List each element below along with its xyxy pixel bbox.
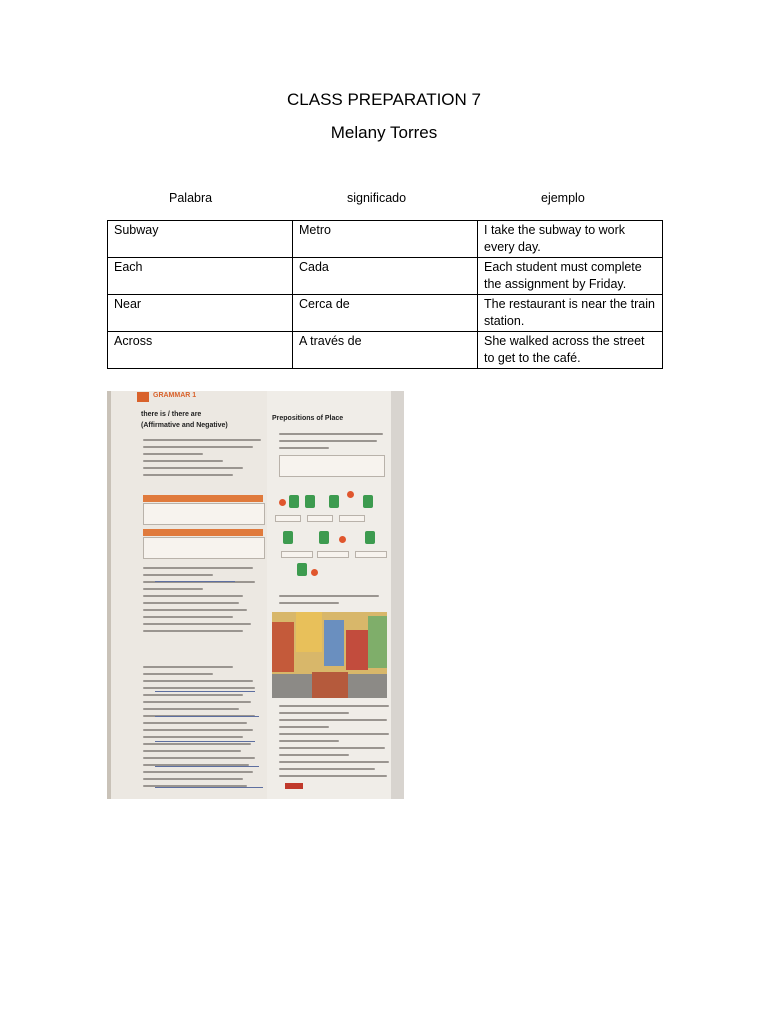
table-row <box>108 221 663 258</box>
grammar-badge <box>137 392 149 402</box>
document-author: Melany Torres <box>330 123 438 142</box>
handwriting-line <box>155 741 255 742</box>
left-page-subheading: (Affirmative and Negative) <box>141 422 228 429</box>
right-page-heading: Prepositions of Place <box>272 415 344 422</box>
can-picture <box>289 495 299 508</box>
cell-example: Each student must complete the assignment by Friday. <box>478 258 663 295</box>
negative-table <box>143 537 265 559</box>
answer-box <box>275 515 301 522</box>
cell-meaning: Cada <box>293 258 478 295</box>
right-exercise-lines-2 <box>279 595 383 609</box>
table-row <box>108 295 663 332</box>
answer-box <box>281 551 313 558</box>
answer-box <box>339 515 365 522</box>
answer-box <box>355 551 387 558</box>
left-exercise-lines-2 <box>143 567 261 637</box>
can-picture <box>365 531 375 544</box>
right-exercise-lines-3 <box>279 705 389 782</box>
header-significado: significado <box>347 191 407 205</box>
can-picture <box>305 495 315 508</box>
left-exercise-lines-1 <box>143 439 261 481</box>
answer-box <box>317 551 349 558</box>
cell-word: Each <box>108 258 293 295</box>
handwriting-line <box>155 691 255 692</box>
ball-picture <box>339 536 346 543</box>
textbook-photo <box>107 391 404 799</box>
left-page-heading: there is / there are <box>141 411 202 418</box>
can-picture <box>283 531 293 544</box>
handwriting-line <box>155 787 263 788</box>
table-row <box>108 332 663 369</box>
ball-picture <box>311 569 318 576</box>
answer-box <box>307 515 333 522</box>
can-picture <box>329 495 339 508</box>
ball-picture <box>279 499 286 506</box>
cell-example: She walked across the street to get to the café. <box>478 332 663 369</box>
handwriting-line <box>155 716 259 717</box>
header-ejemplo: ejemplo <box>541 191 585 205</box>
can-picture <box>297 563 307 576</box>
cell-example: I take the subway to work every day. <box>478 221 663 258</box>
cell-meaning: Metro <box>293 221 478 258</box>
ball-picture <box>347 491 354 498</box>
grammar-label: GRAMMAR 1 <box>153 392 197 399</box>
can-picture <box>319 531 329 544</box>
document-title: CLASS PREPARATION 7 <box>287 90 481 109</box>
header-palabra: Palabra <box>169 191 213 205</box>
vocabulary-table <box>107 220 663 369</box>
affirmative-table <box>143 503 265 525</box>
negative-bar <box>143 529 263 536</box>
textbook-page-edge <box>391 391 404 799</box>
affirmative-bar <box>143 495 263 502</box>
prepositions-word-box <box>279 455 385 477</box>
cell-word: Near <box>108 295 293 332</box>
cell-word: Across <box>108 332 293 369</box>
table-row <box>108 258 663 295</box>
cell-word: Subway <box>108 221 293 258</box>
right-exercise-lines-1 <box>279 433 383 454</box>
can-picture <box>363 495 373 508</box>
left-exercise-lines-3 <box>143 666 261 792</box>
town-illustration <box>272 612 387 698</box>
handwriting-line <box>155 766 259 767</box>
cell-example: The restaurant is near the train station. <box>478 295 663 332</box>
audio-badge <box>285 783 303 789</box>
handwriting-line <box>155 581 235 582</box>
cell-meaning: A través de <box>293 332 478 369</box>
cell-meaning: Cerca de <box>293 295 478 332</box>
